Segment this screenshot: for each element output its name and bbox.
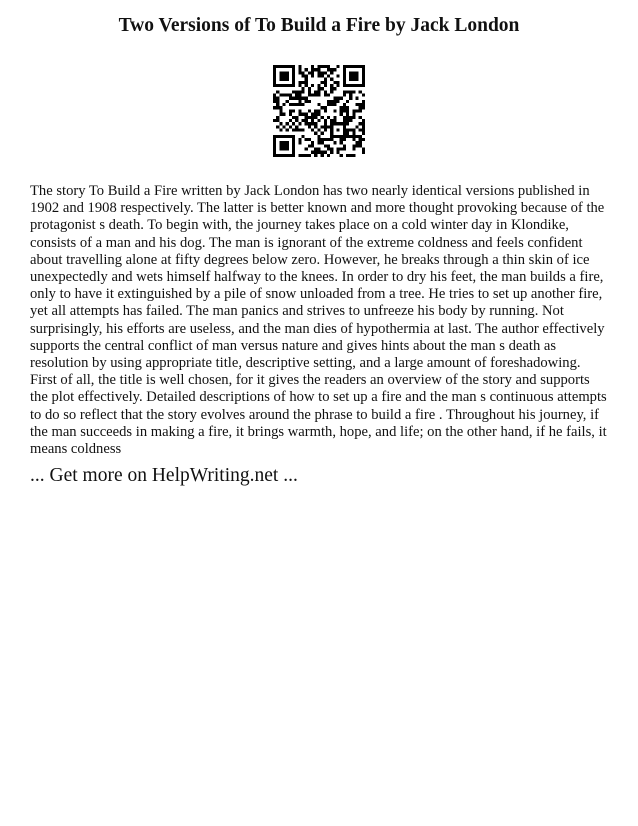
qr-code-icon	[273, 65, 365, 157]
paragraph: First of all, the title is well chosen, for it gives the readers an overview of the story and supports the plot effectively. Detailed descriptions of how to set up a fire and the man s continuous attempts to do so reflect that the story evolves around the phrase to build a fire . Throughout his journey, if the man succeeds in making a fire, it brings warmth, hope, and life; on the other hand, if he fails, it means coldness	[30, 372, 607, 458]
get-more-link[interactable]: ... Get more on HelpWriting.net ...	[30, 465, 298, 486]
page-title: Two Versions of To Build a Fire by Jack London	[118, 15, 520, 36]
essay-body	[30, 183, 610, 458]
paragraph: The story To Build a Fire written by Jack London has two nearly identical versions published in 1902 and 1908 respectively. The latter is better known and more thought provoking because of the protagonist s death. To begin with, the journey takes place on a cold winter day in Klondike, consists of a man and his dog. The man is ignorant of the extreme coldness and feels confident about travelling alone at fifty degrees below zero. However, he breaks through a thin skin of ice unexpectedly and wets himself halfway to the knees. In order to dry his feet, the man builds a fire, only to have it extinguished by a pile of snow unloaded from a tree. He tries to set up another fire, yet all attempts has failed. The man panics and strives to unfreeze his body by running. Not surprisingly, his efforts are useless, and the man dies of hypothermia at last. The author effectively supports the central conflict of man versus nature and gives hints about the man s death as resolution by using appropriate title, descriptive setting, and a large amount of foreshadowing.	[30, 183, 605, 372]
